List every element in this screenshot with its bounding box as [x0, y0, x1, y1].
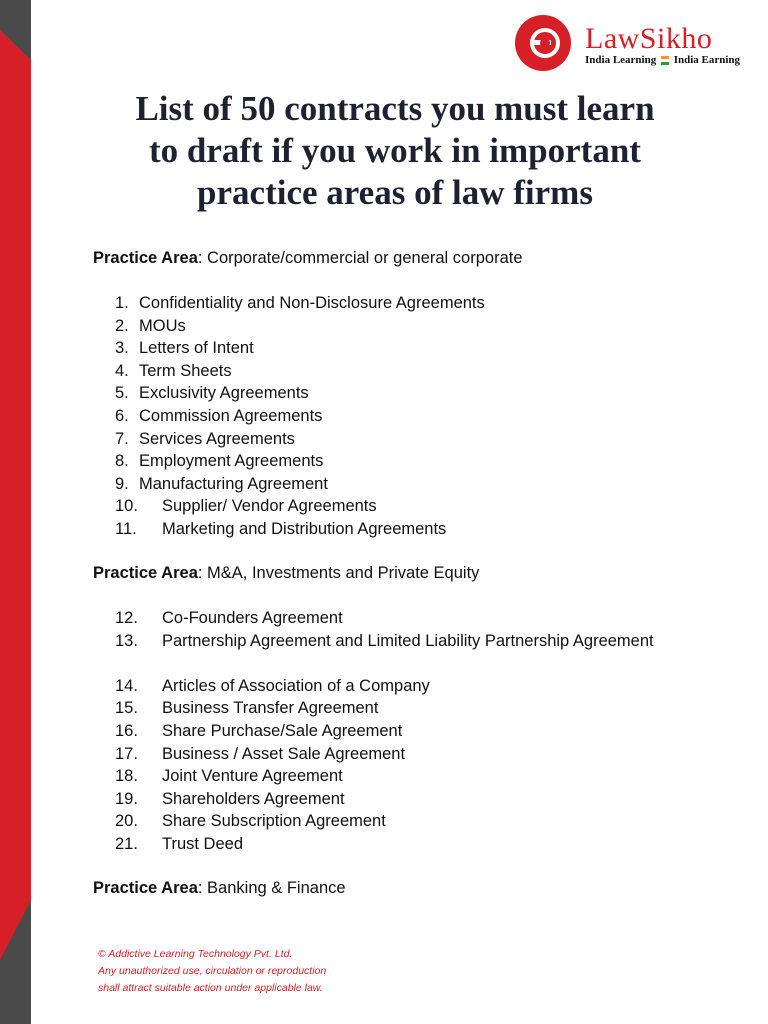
practice-area-label: Practice Area — [93, 249, 198, 267]
list-item — [115, 810, 697, 833]
item-text: Share Purchase/Sale Agreement — [162, 721, 403, 740]
item-number: 11. — [115, 519, 137, 538]
item-text: Business Transfer Agreement — [162, 699, 379, 718]
contract-list — [115, 292, 697, 541]
item-text: Supplier/ Vendor Agreements — [162, 497, 377, 516]
list-item — [115, 495, 697, 518]
item-text: Share Subscription Agreement — [162, 812, 386, 831]
list-item — [115, 518, 697, 541]
item-number: 17. — [115, 744, 138, 763]
list-item — [115, 788, 697, 811]
item-text: Letters of Intent — [139, 339, 254, 358]
list-item — [115, 720, 697, 743]
page-title — [95, 88, 695, 214]
practice-area-value: : M&A, Investments and Private Equity — [197, 564, 480, 582]
footer-line: Any unauthorized use, circulation or reproduction — [98, 965, 327, 977]
lawsikho-logo — [513, 14, 753, 72]
item-text: Manufacturing Agreement — [139, 474, 328, 493]
item-number: 14. — [115, 676, 138, 695]
item-number: 6. — [115, 406, 129, 425]
item-text: Trust Deed — [162, 834, 244, 853]
item-text: Joint Venture Agreement — [162, 767, 343, 786]
list-item — [115, 382, 697, 405]
brand-tagline — [585, 54, 740, 66]
practice-area-label: Practice Area — [93, 564, 198, 582]
copyright-notice — [98, 946, 418, 997]
item-number: 5. — [115, 384, 129, 403]
item-number: 13. — [115, 631, 138, 650]
item-number: 19. — [115, 789, 138, 808]
list-item — [115, 607, 697, 630]
item-number: 18. — [115, 767, 138, 786]
contract-list — [115, 607, 697, 856]
item-text: Term Sheets — [139, 361, 232, 380]
list-item — [115, 765, 697, 788]
practice-area-value: : Corporate/commercial or general corporate — [197, 249, 523, 267]
item-number: 4. — [115, 361, 129, 380]
brand-name: LawSikho — [585, 22, 713, 55]
practice-area-heading — [93, 564, 479, 583]
practice-area-heading — [93, 249, 523, 268]
item-number: 3. — [115, 339, 129, 358]
title-line: practice areas of law firms — [197, 173, 593, 212]
title-line: List of 50 contracts you must learn — [135, 89, 655, 128]
item-text: Marketing and Distribution Agreements — [162, 519, 447, 538]
footer-line: © Addictive Learning Technology Pvt. Ltd. — [98, 948, 293, 960]
item-text: Services Agreements — [139, 429, 295, 448]
list-item — [115, 833, 697, 856]
item-text: Co-Founders Agreement — [162, 609, 343, 627]
item-number: 9. — [115, 474, 129, 493]
list-item — [115, 473, 697, 496]
lawsikho-emblem-icon — [513, 14, 573, 72]
item-number: 10. — [115, 497, 138, 516]
list-item — [115, 360, 697, 383]
item-number: 20. — [115, 812, 138, 831]
item-text: Shareholders Agreement — [162, 789, 345, 808]
footer-line: shall attract suitable action under applicable law. — [98, 982, 323, 994]
item-number: 21. — [115, 834, 138, 853]
list-item — [115, 337, 697, 360]
item-text: Partnership Agreement and Limited Liability Partnership Agreement — [162, 631, 654, 650]
practice-area-heading — [93, 879, 346, 898]
list-item — [115, 743, 697, 766]
list-item — [115, 315, 697, 338]
list-item — [115, 405, 697, 428]
item-text: Business / Asset Sale Agreement — [162, 744, 406, 763]
tagline-left: India Learning — [585, 54, 657, 66]
item-text: Commission Agreements — [139, 406, 323, 425]
item-number: 12. — [115, 609, 138, 627]
item-text: Exclusivity Agreements — [139, 384, 309, 403]
list-item — [115, 630, 697, 675]
item-text: Articles of Association of a Company — [162, 676, 430, 695]
item-text: Confidentiality and Non-Disclosure Agreements — [139, 294, 485, 312]
india-flag-icon — [661, 56, 669, 65]
list-item — [115, 292, 697, 315]
item-number: 15. — [115, 699, 138, 718]
title-line: to draft if you work in important — [149, 131, 641, 170]
list-item — [115, 428, 697, 451]
item-number: 16. — [115, 721, 138, 740]
item-text: MOUs — [139, 316, 186, 335]
item-number: 2. — [115, 316, 129, 335]
item-text: Employment Agreements — [139, 452, 324, 471]
item-number: 1. — [115, 294, 129, 312]
list-item — [115, 450, 697, 473]
side-decoration-band — [0, 0, 31, 1024]
item-number: 7. — [115, 429, 129, 448]
item-number: 8. — [115, 452, 129, 471]
list-item — [115, 675, 697, 698]
tagline-right: India Earning — [673, 54, 741, 66]
list-item — [115, 697, 697, 720]
practice-area-value: : Banking & Finance — [197, 879, 346, 897]
practice-area-label: Practice Area — [93, 879, 198, 897]
